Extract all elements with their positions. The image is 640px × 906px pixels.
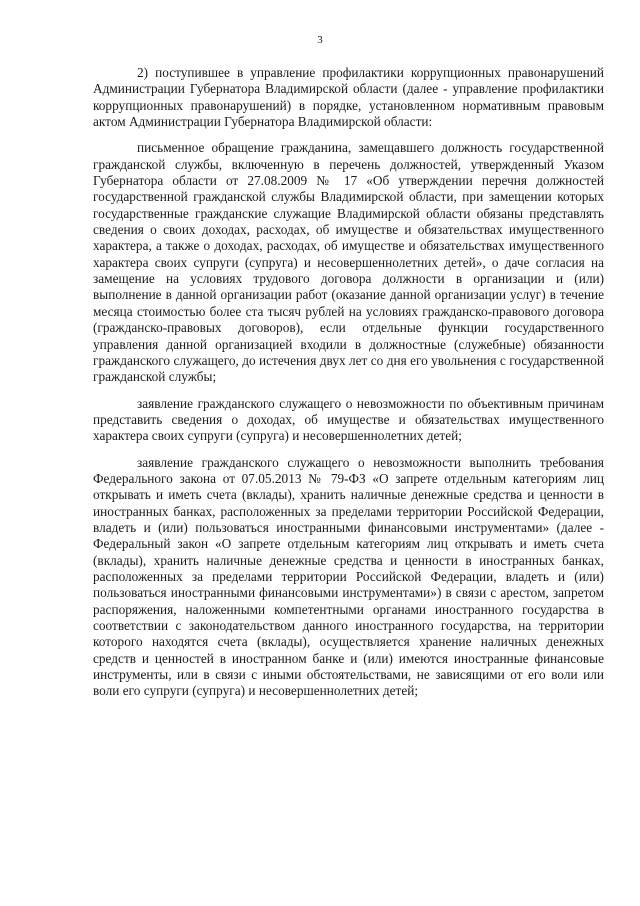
paragraph-item-2: 2) поступившее в управление профилактики коррупционных правонарушений Администрации Губернатора Владимирской области (далее - управление профилактики коррупционных правонарушений) в порядке, установленном нормативным правовым актом Администрации Губернатора Владимирской области:: [93, 65, 604, 130]
page-number: 3: [317, 34, 323, 46]
paragraph-statement-federal-law: заявление гражданского служащего о невозможности выполнить требования Федерального закона от 07.05.2013 № 79-ФЗ «О запрете отдельным категориям лиц открывать и иметь счета (вклады), хранить наличные денежные средства и ценности в иностранных банках, расположенных за пределами территории Российской Федерации, владеть и (или) пользоваться иностранными финансовыми инструментами» (далее - Федеральный закон «О запрете отдельным категориям лиц открывать и иметь счета (вклады), хранить наличные денежные средства и ценности в иностранных банках, расположенных за пределами территории Российской Федерации, владеть и (или) пользоваться иностранными финансовыми инструментами») в связи с арестом, запретом распоряжения, наложенными компетентными органами иностранного государства в соответствии с законодательством данного иностранного государства, на территории которого находятся счета (вклады), осуществляется хранение наличных денежных средств и ценностей в иностранном банке и (или) имеются иностранные финансовые инструменты, или в связи с иными обстоятельствами, не зависящими от его воли или воли его супруги (супруга) и несовершеннолетних детей;: [93, 454, 604, 699]
paragraph-statement-income: заявление гражданского служащего о невозможности по объективным причинам представить сведения о доходах, об имуществе и обязательствах имущественного характера своих супруги (супруга) и несовершеннолетних детей;: [93, 395, 604, 444]
paragraph-written-appeal: письменное обращение гражданина, замещавшего должность государственной гражданской службы, включенную в перечень должностей, утвержденный Указом Губернатора области от 27.08.2009 № 17 «Об утверждении перечня должностей государственной гражданской службы Владимирской области, при замещении которых государственные гражданские служащие Владимирской области обязаны представлять сведения о своих доходах, расходах, об имуществе и обязательствах имущественного характера, а также о доходах, расходах, об имуществе и обязательствах имущественного характера своих супруги (супруга) и несовершеннолетних детей», о даче согласия на замещение на условиях трудового договора должности в организации и (или) выполнение в данной организации работ (оказание данной организации услуг) в течение месяца стоимостью более ста тысяч рублей на условиях гражданско-правового договора (гражданско-правовых договоров), если отдельные функции государственного управления данной организацией входили в должностные (служебные) обязанности гражданского служащего, до истечения двух лет со дня его увольнения с государственной гражданской службы;: [93, 140, 604, 385]
document-body: [93, 65, 604, 700]
